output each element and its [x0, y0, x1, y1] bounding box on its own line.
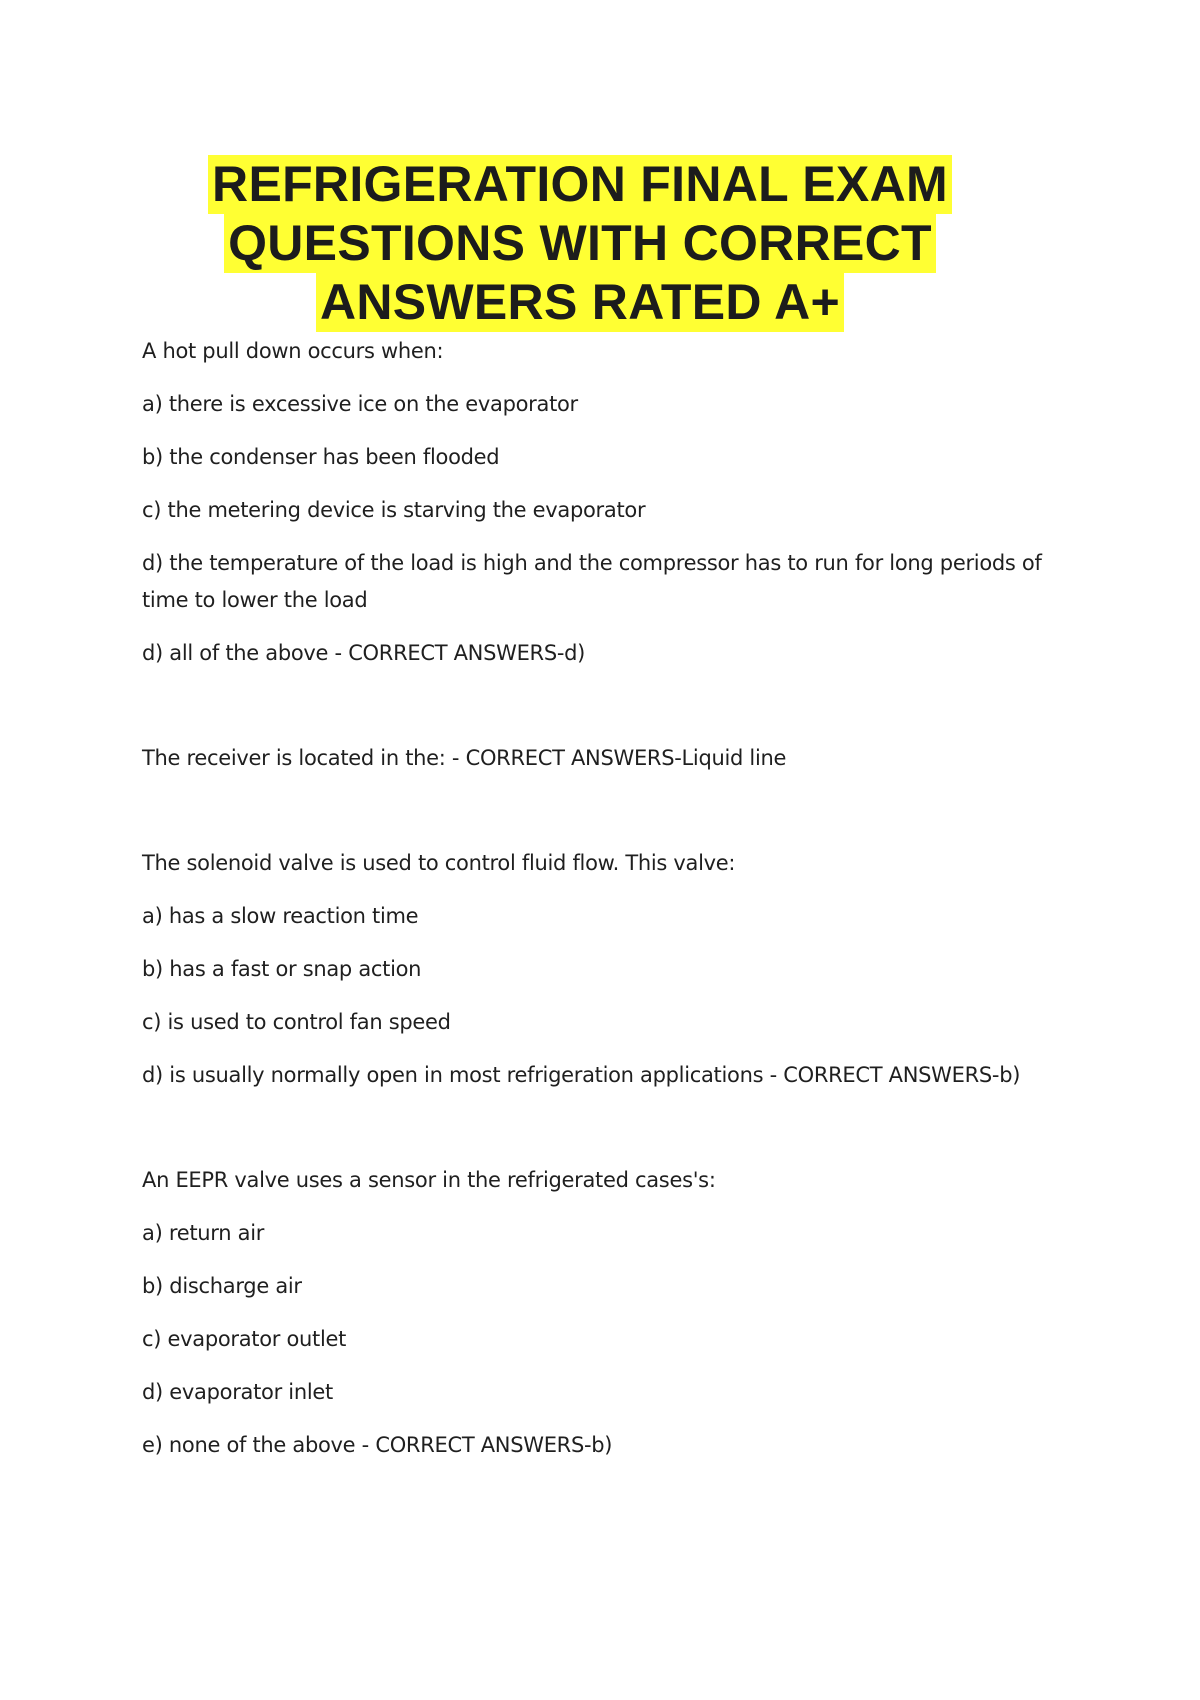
question-4-option-d: d) evaporator inlet: [142, 1380, 333, 1404]
document-title: [0, 155, 1160, 332]
question-4-option-b: b) discharge air: [142, 1274, 302, 1298]
question-1-answer: d) all of the above - CORRECT ANSWERS-d): [142, 641, 586, 665]
question-1-option-a: a) there is excessive ice on the evaporator: [142, 392, 578, 416]
question-4-option-c: c) evaporator outlet: [142, 1327, 347, 1351]
question-3-option-b: b) has a fast or snap action: [142, 957, 422, 981]
question-3-stem: The solenoid valve is used to control fluid flow. This valve:: [142, 851, 736, 875]
question-2-stem-answer: The receiver is located in the: - CORRECT ANSWERS-Liquid line: [142, 746, 787, 770]
question-4-option-a: a) return air: [142, 1221, 265, 1245]
document-body: [142, 333, 1082, 1480]
question-4-option-e-answer: e) none of the above - CORRECT ANSWERS-b): [142, 1433, 613, 1457]
question-1-option-d: d) the temperature of the load is high and the compressor has to run for long periods of time to lower the load: [142, 551, 1042, 612]
title-line-1: REFRIGERATION FINAL EXAM: [208, 155, 952, 214]
question-1-stem: A hot pull down occurs when:: [142, 339, 444, 363]
question-1-option-b: b) the condenser has been flooded: [142, 445, 500, 469]
question-4-stem: An EEPR valve uses a sensor in the refrigerated cases's:: [142, 1168, 716, 1192]
question-3-option-d-answer: d) is usually normally open in most refrigeration applications - CORRECT ANSWERS-b): [142, 1063, 1021, 1087]
question-3-option-a: a) has a slow reaction time: [142, 904, 419, 928]
title-line-3: ANSWERS RATED A+: [316, 273, 844, 332]
title-line-2: QUESTIONS WITH CORRECT: [224, 214, 936, 273]
question-1-option-c: c) the metering device is starving the evaporator: [142, 498, 646, 522]
question-3-option-c: c) is used to control fan speed: [142, 1010, 451, 1034]
